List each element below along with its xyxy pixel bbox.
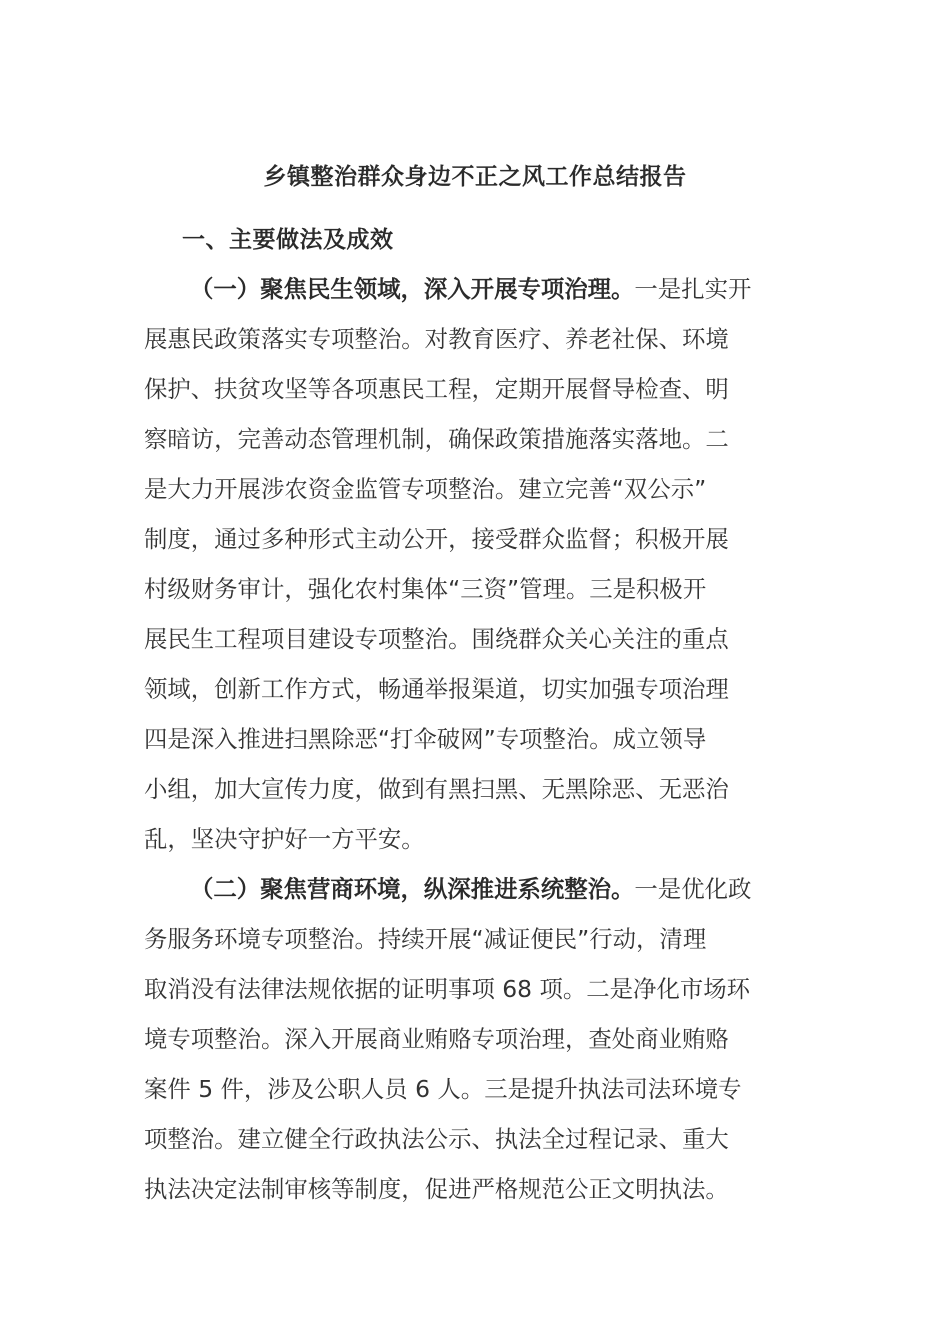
paragraph-line: 项整治。建立健全行政执法公示、执法全过程记录、重大 [144, 1125, 729, 1153]
paragraph-line: 四是深入推进扫黑除恶“打伞破网”专项整治。成立领导 [144, 725, 707, 753]
paragraph-line: 案件 5 件，涉及公职人员 6 人。三是提升执法司法环境专 [144, 1075, 742, 1103]
paragraph-bold-lead: （二）聚焦营商环境，纵深推进系统整治。 [190, 875, 635, 903]
paragraph-line [190, 864, 751, 914]
paragraph-line: 村级财务审计，强化农村集体“三资”管理。三是积极开 [144, 575, 707, 603]
paragraph-line: 务服务环境专项整治。持续开展“减证便民”行动，清理 [144, 925, 707, 953]
paragraph-bold-lead: （一）聚焦民生领域，深入开展专项治理。 [190, 275, 635, 303]
paragraph-line: 小组，加大宣传力度，做到有黑扫黑、无黑除恶、无恶治 [144, 775, 729, 803]
paragraph-line [190, 264, 751, 314]
paragraph-line: 领域，创新工作方式，畅通举报渠道，切实加强专项治理 [144, 675, 729, 703]
paragraph-line: 展民生工程项目建设专项整治。围绕群众关心关注的重点 [144, 625, 729, 653]
paragraph-line: 执法决定法制审核等制度，促进严格规范公正文明执法。 [144, 1175, 729, 1203]
paragraph-line: 展惠民政策落实专项整治。对教育医疗、养老社保、环境 [144, 325, 729, 353]
document-title: 乡镇整治群众身边不正之风工作总结报告 [263, 164, 687, 190]
paragraph-line: 是大力开展涉农资金监管专项整治。建立完善“双公示” [144, 475, 707, 503]
paragraph-line: 保护、扶贫攻坚等各项惠民工程，定期开展督导检查、明 [144, 375, 729, 403]
paragraph-text: 一是优化政 [634, 875, 752, 903]
paragraph-line: 取消没有法律法规依据的证明事项 68 项。二是净化市场环 [144, 975, 751, 1003]
paragraph-text: 一是扎实开 [634, 275, 752, 303]
paragraph-line: 境专项整治。深入开展商业贿赂专项治理，查处商业贿赂 [144, 1025, 729, 1053]
paragraph-line: 察暗访，完善动态管理机制，确保政策措施落实落地。二 [144, 425, 729, 453]
paragraph-line: 制度，通过多种形式主动公开，接受群众监督；积极开展 [144, 525, 729, 553]
paragraph-line: 乱，坚决守护好一方平安。 [144, 825, 425, 853]
section-heading: 一、主要做法及成效 [182, 227, 394, 253]
